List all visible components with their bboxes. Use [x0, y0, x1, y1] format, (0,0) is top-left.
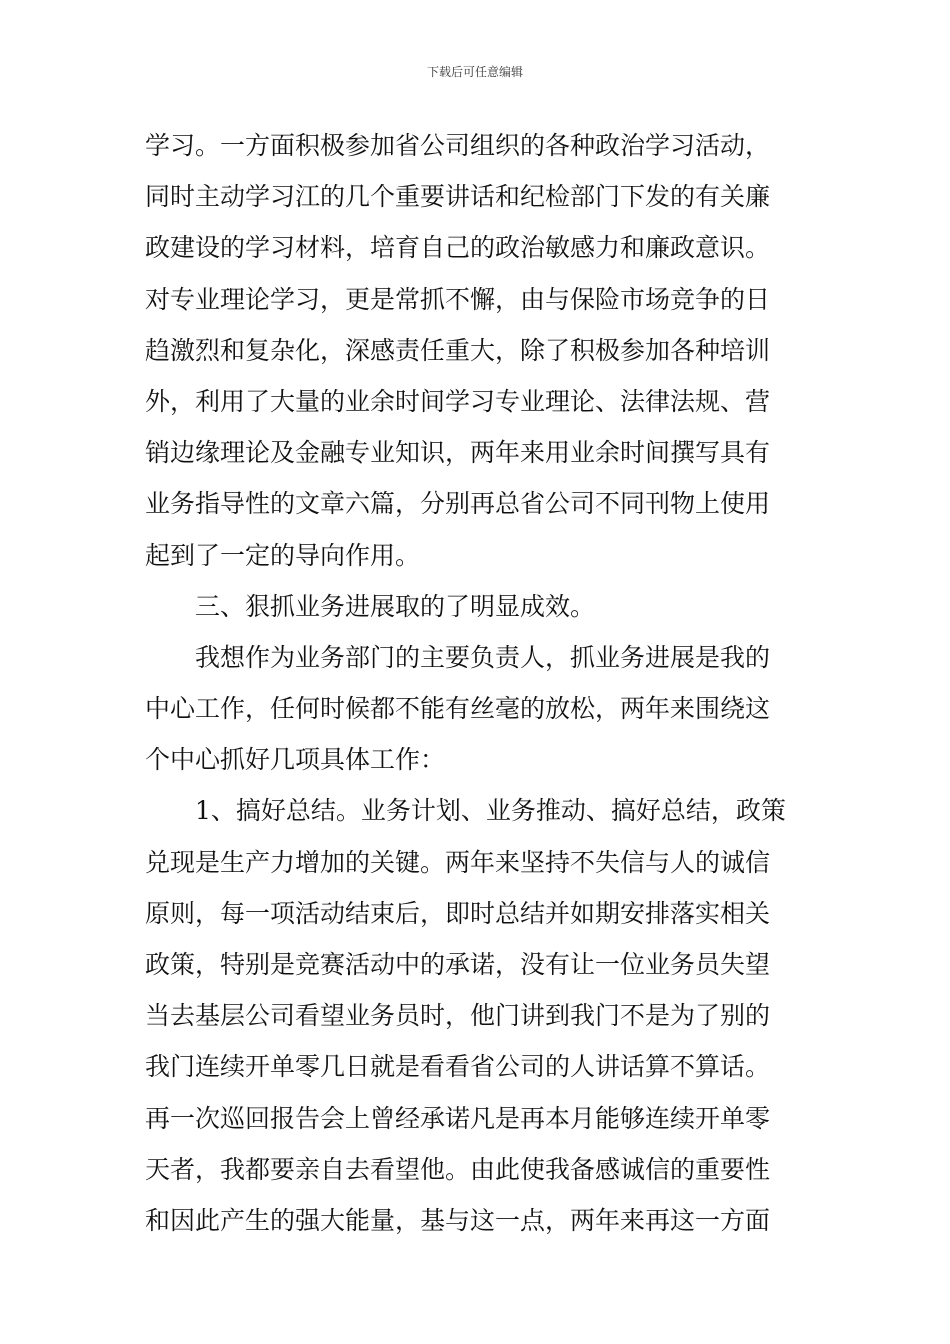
text-line: 天者，我都要亲自去看望他。由此使我备感诚信的重要性 — [145, 1154, 771, 1184]
text-line: 兑现是生产力增加的关键。两年来坚持不失信与人的诚信 — [145, 847, 771, 877]
text-line: 同时主动学习江的几个重要讲话和纪检部门下发的有关廉 — [145, 182, 771, 212]
text-line: 和因此产生的强大能量，基与这一点，两年来再这一方面 — [145, 1205, 771, 1235]
text-line: 个中心抓好几项具体工作： — [145, 745, 446, 775]
text-line: 政建设的学习材料，培育自己的政治敏感力和廉政意识。 — [145, 233, 771, 263]
text-line: 再一次巡回报告会上曾经承诺凡是再本月能够连续开单零 — [145, 1103, 771, 1133]
text-line: 中心工作，任何时候都不能有丝毫的放松，两年来围绕这 — [145, 694, 771, 724]
text-line: 起到了一定的导向作用。 — [145, 540, 421, 570]
text-line: 对专业理论学习，更是常抓不懈，由与保险市场竞争的日 — [145, 284, 771, 314]
text-line: 当去基层公司看望业务员时，他门讲到我门不是为了别的 — [145, 1001, 771, 1031]
text-line: 趋激烈和复杂化，深感责任重大，除了积极参加各种培训 — [145, 335, 771, 365]
text-line: 学习。一方面积极参加省公司组织的各种政治学习活动， — [145, 131, 771, 160]
text-line: 政策，特别是竞赛活动中的承诺，没有让一位业务员失望 — [145, 950, 771, 979]
text-line: 我门连续开单零几日就是看看省公司的人讲话算不算话。 — [145, 1052, 771, 1082]
text-line: 1、搞好总结。业务计划、业务推动、搞好总结，政策 — [145, 796, 786, 826]
text-line: 我想作为业务部门的主要负责人，抓业务进展是我的 — [145, 642, 771, 672]
document-body — [145, 120, 810, 1246]
text-line: 外，利用了大量的业余时间学习专业理论、法律法规、营 — [145, 386, 771, 416]
page-header: 下载后可任意编辑 — [426, 65, 523, 79]
section-heading: 三、狠抓业务进展取的了明显成效。 — [145, 591, 596, 621]
text-line: 原则，每一项活动结束后，即时总结并如期安排落实相关 — [145, 898, 771, 928]
text-line: 销边缘理论及金融专业知识，两年来用业余时间撰写具有 — [145, 438, 771, 468]
text-line: 业务指导性的文章六篇，分别再总省公司不同刊物上使用 — [145, 489, 771, 519]
